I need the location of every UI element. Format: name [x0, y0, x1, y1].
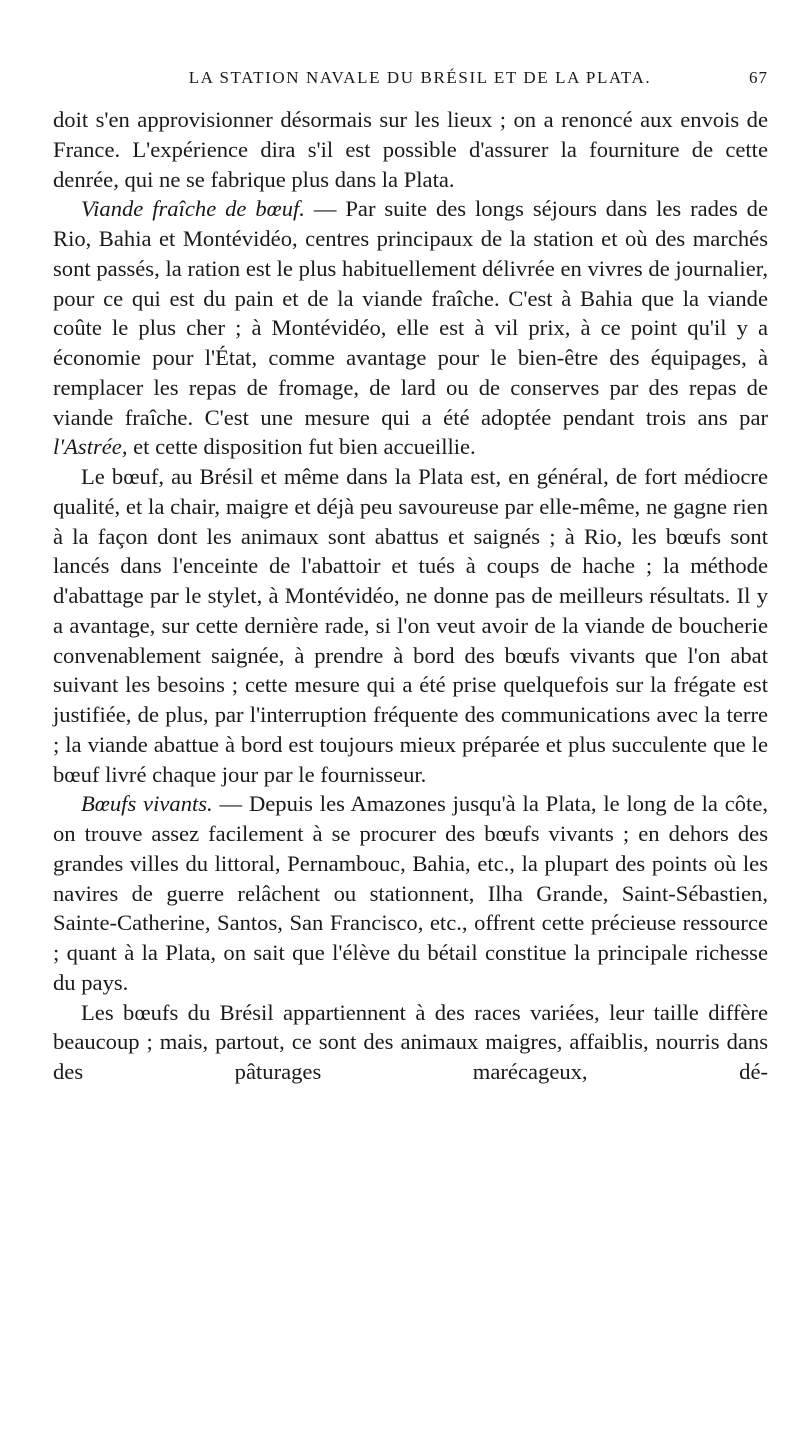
paragraph-boeuf-qualite: Le bœuf, au Brésil et même dans la Plata est, en général, de fort médiocre qualité, et la chair, maigre et déjà peu savoureuse par elle-même, ne gagne rien à la façon dont les animaux sont abattus et saignés ; à Rio, les bœufs sont lancés dans l'enceinte de l'abattoir et tués à coups de hache ; la méthode d'abattage par le stylet, à Montévidéo, ne donne pas de meilleurs résultats. Il y a avantage, sur cette dernière rade, si l'on veut avoir de la viande de boucherie convenablement saignée, à prendre à bord des bœufs vivants que l'on abat suivant les besoins ; cette mesure qui a été prise quelquefois sur la frégate est justifiée, de plus, par l'interruption fréquente des communications avec la terre ; la viande abattue à bord est toujours mieux préparée et plus succulente que le bœuf livré chaque jour par le fournisseur. — [53, 464, 768, 787]
viande-text-2: , et cette disposition fut bien accueillie. — [121, 434, 476, 460]
paragraph-continuation: doit s'en approvisionner désormais sur les lieux ; on a renoncé aux envois de France. L'expérience dira s'il est possible d'assurer la fourniture de cette denrée, qui ne se fabrique plus dans la Plata. — [53, 107, 768, 192]
page-header — [150, 68, 768, 98]
page-number: 67 — [749, 68, 768, 87]
paragraph-races: Les bœufs du Brésil appartiennent à des races variées, leur taille diffère beaucoup ; mais, partout, ce sont des animaux maigres, affaiblis, nourris dans des pâturages marécageux, dé- — [53, 999, 768, 1084]
ship-name-astree: l'Astrée — [53, 434, 122, 460]
section-heading-vivants: Bœufs vivants. — [81, 791, 213, 817]
paragraph-viande-fraiche — [53, 194, 768, 462]
section-heading-viande: Viande fraîche de bœuf. — [81, 196, 305, 222]
paragraph-boeufs-vivants — [53, 789, 768, 997]
running-head: LA STATION NAVALE DU BRÉSIL ET DE LA PLATA. — [188, 68, 652, 87]
vivants-text: — Depuis les Amazones jusqu'à la Plata, le long de la côte, on trouve assez facilement à se procurer des bœufs vivants ; en dehors des grandes villes du littoral, Pernambouc, Bahia, etc., la plupart des points où les navires de guerre relâchent ou stationnent, Ilha Grande, Saint-Sébastien, Sainte-Catherine, Santos, San Francisco, etc., offrent cette précieuse ressource ; quant à la Plata, on sait que l'élève du bétail constitue la principale richesse du pays. — [53, 791, 768, 995]
viande-text-1: — Par suite des longs séjours dans les rades de Rio, Bahia et Montévidéo, centres principaux de la station et où des marchés sont passés, la ration est le plus habituellement délivrée en vivres de journalier, pour ce qui est du pain et de la viande fraîche. C'est à Bahia que la viande coûte le plus cher ; à Montévidéo, elle est à vil prix, à ce point qu'il y a économie pour l'État, comme avantage pour le bien-être des équipages, à remplacer les repas de fromage, de lard ou de conserves par des repas de viande fraîche. C'est une mesure qui a été adoptée pendant trois ans par — [53, 196, 768, 430]
body-text — [53, 105, 768, 1087]
